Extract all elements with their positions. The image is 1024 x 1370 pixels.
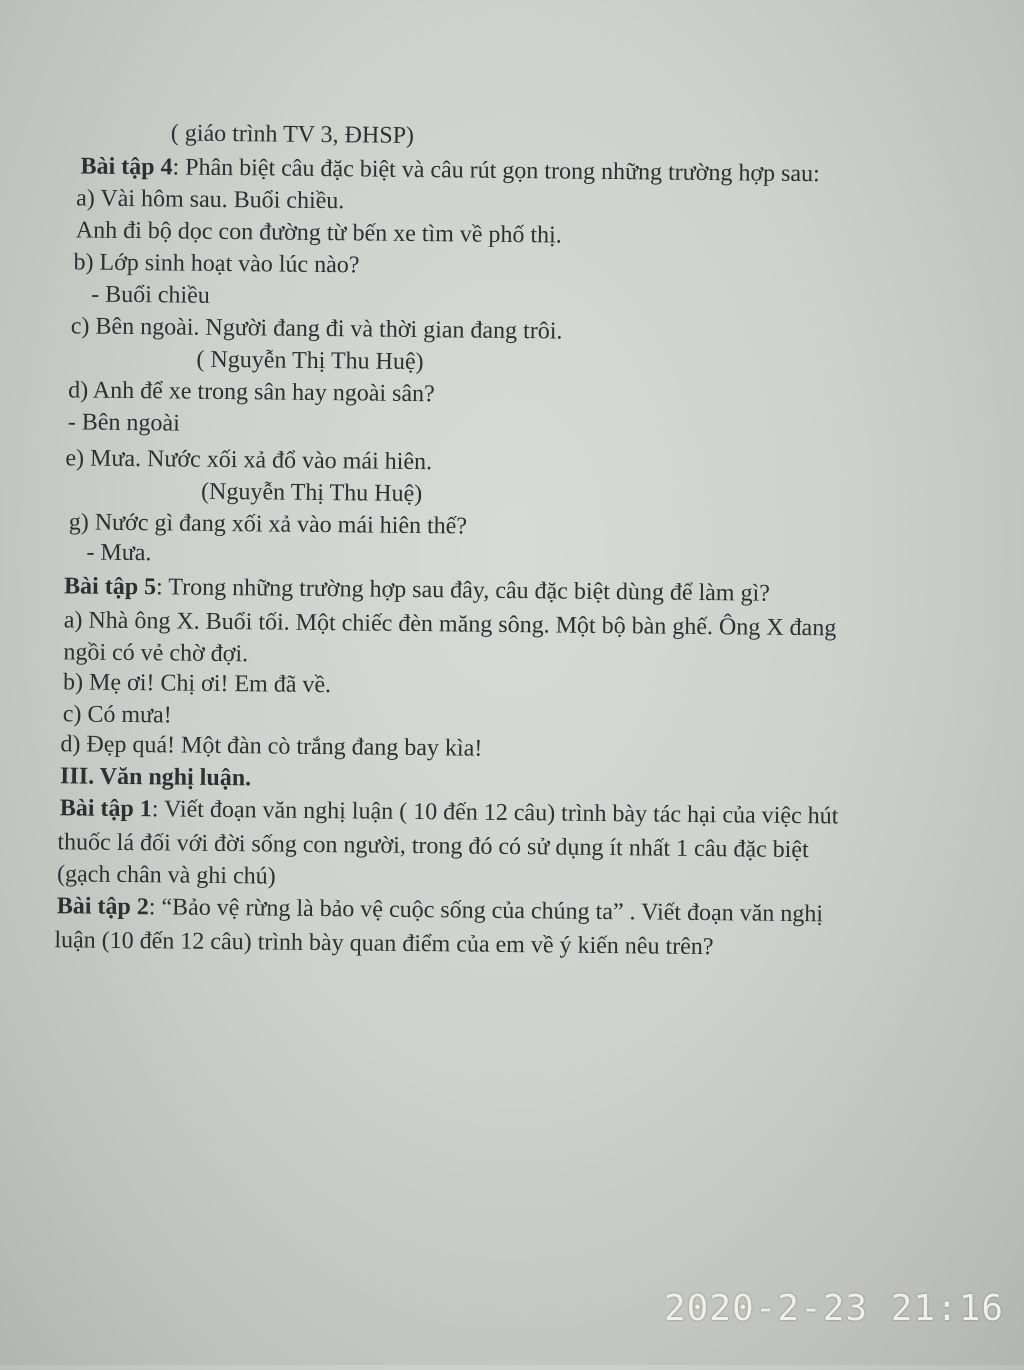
exercise-5-item-b: b) Mẹ ơi! Chị ơi! Em đã về. xyxy=(62,669,332,699)
exercise-label: Bài tập 5 xyxy=(63,573,157,601)
essay-2-cont: luận (10 đến 12 câu) trình bày quan điểm của em về ý kiến nêu trên? xyxy=(54,927,714,961)
exercise-label: Bài tập 1 xyxy=(59,795,152,823)
exercise-4-item-b-answer: - Buổi chiều xyxy=(91,281,210,309)
photo-timestamp: 2020-2-23 21:16 xyxy=(664,1288,1005,1329)
exercise-4-item-c-author: ( Nguyễn Thị Thu Huệ) xyxy=(196,346,424,376)
exercise-4-item-d-answer: - Bên ngoài xyxy=(67,409,180,437)
exercise-4-item-a-cont: Anh đi bộ dọc con đường từ bến xe tìm về phố thị. xyxy=(75,217,562,249)
exercise-label: Bài tập 4 xyxy=(80,153,173,181)
exercise-label: Bài tập 2 xyxy=(56,893,149,921)
essay-1-heading: Bài tập 1: Viết đoạn văn nghị luận ( 10 đến 12 câu) trình bày tác hại của việc hút xyxy=(59,795,839,830)
essay-2-heading: Bài tập 2: “Bảo vệ rừng là bảo vệ cuộc sống của chúng ta” . Viết đoạn văn nghị xyxy=(56,893,824,928)
exercise-4-item-g-answer: - Mưa. xyxy=(86,539,152,567)
exercise-5-heading: Bài tập 5: Trong những trường hợp sau đây, câu đặc biệt dùng để làm gì? xyxy=(63,573,770,607)
exercise-4-item-a: a) Vài hôm sau. Buổi chiều. xyxy=(76,185,345,215)
exercise-5-item-a: a) Nhà ông X. Buổi tối. Một chiếc đèn măng sông. Một bộ bàn ghế. Ông X đang xyxy=(63,607,837,642)
exercise-4-item-e-author: (Nguyễn Thị Thu Huệ) xyxy=(200,478,423,508)
exercise-5-item-c: c) Có mưa! xyxy=(62,701,172,729)
exercise-4-item-e: e) Mưa. Nước xối xả đổ vào mái hiên. xyxy=(65,445,433,476)
exercise-5-item-a-cont: ngồi có vẻ chờ đợi. xyxy=(63,639,249,668)
exercise-4-item-b: b) Lớp sinh hoạt vào lúc nào? xyxy=(73,249,360,279)
exercise-4-item-g: g) Nước gì đang xối xả vào mái hiên thế? xyxy=(68,509,468,540)
exercise-4-item-c: c) Bên ngoài. Người đang đi và thời gian đang trôi. xyxy=(70,313,563,345)
exercise-4-item-d: d) Anh để xe trong sân hay ngoài sân? xyxy=(68,377,435,408)
source-note: ( giáo trình TV 3, ĐHSP) xyxy=(170,120,415,149)
exercise-5-item-d: d) Đẹp quá! Một đàn cò trắng đang bay kìa! xyxy=(60,731,483,762)
section-iii-heading: III. Văn nghị luận. xyxy=(59,763,252,792)
essay-1-note: (gạch chân và ghi chú) xyxy=(56,861,276,890)
essay-1-cont: thuốc lá đối với đời sống con người, trong đó có sử dụng ít nhất 1 câu đặc biệt xyxy=(57,829,809,864)
exercise-4-heading: Bài tập 4: Phân biệt câu đặc biệt và câu rút gọn trong những trường hợp sau: xyxy=(80,153,820,188)
